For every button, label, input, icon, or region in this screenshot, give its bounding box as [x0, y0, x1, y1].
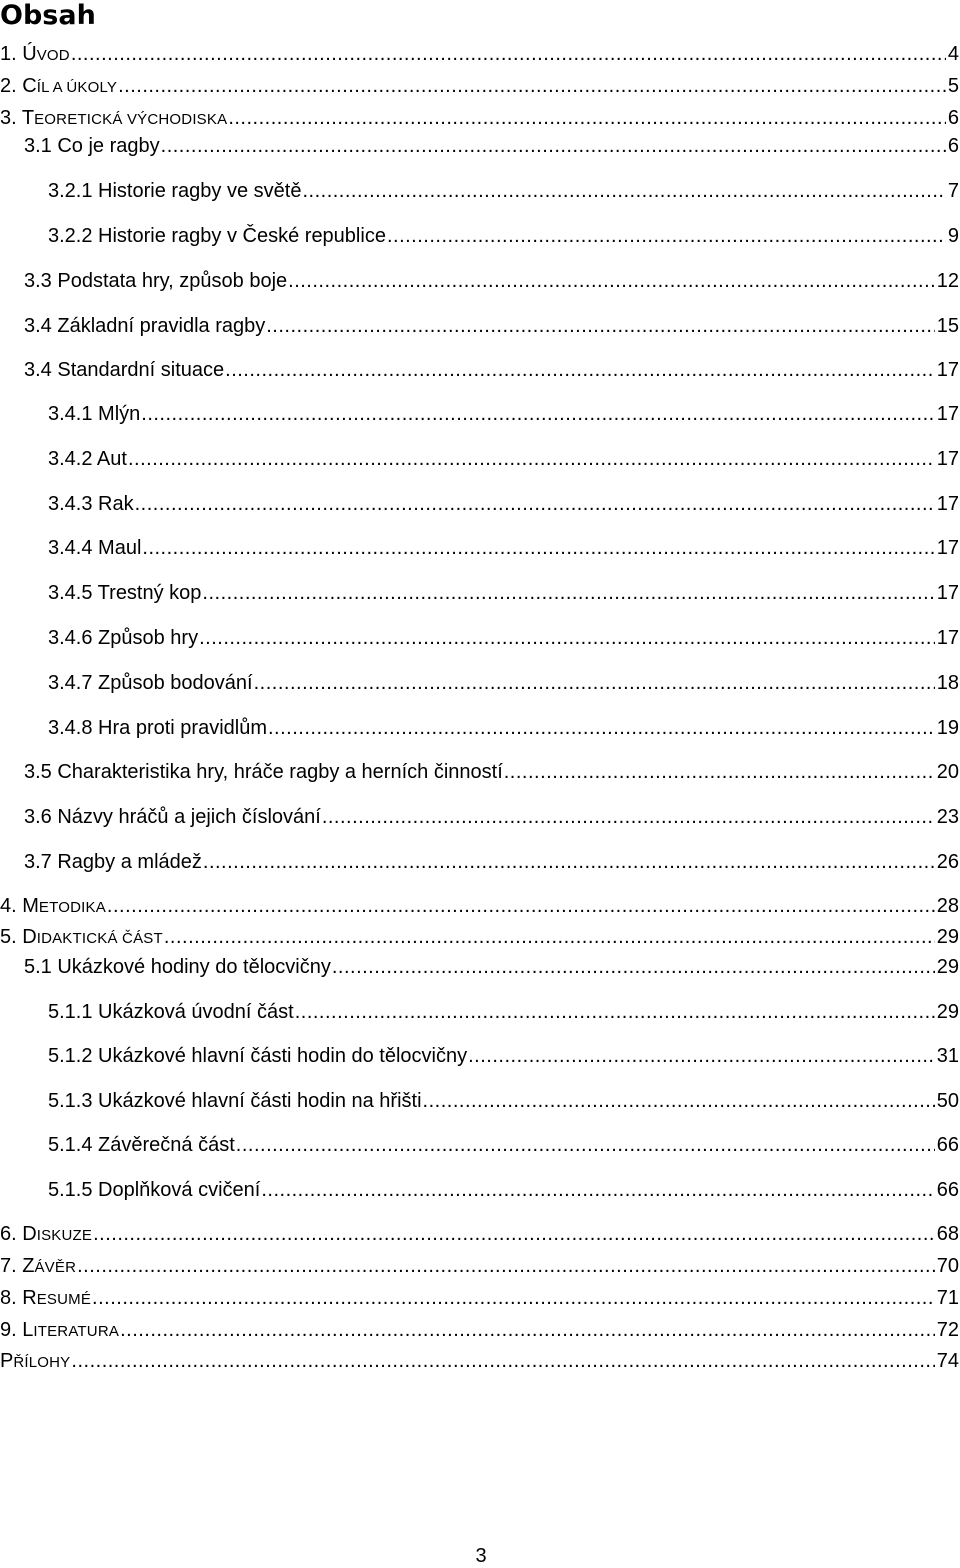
toc-entry-label: 3.4.6 Způsob hry: [48, 627, 199, 649]
toc-entry[interactable]: [24, 849, 959, 875]
toc-dot-leader: [423, 1088, 935, 1114]
toc-entry[interactable]: [48, 535, 959, 561]
toc-entry-label-rest: IDAKTICKÁ ČÁST: [36, 930, 163, 947]
toc-entry-page: 31: [936, 1045, 959, 1067]
toc-entry[interactable]: [0, 1221, 959, 1247]
toc-entry[interactable]: [48, 223, 959, 249]
toc-entry[interactable]: [0, 893, 959, 919]
toc-entry-page: 17: [936, 627, 959, 649]
toc-entry[interactable]: [24, 357, 959, 383]
toc-entry[interactable]: [0, 1285, 959, 1311]
toc-entry-page: 66: [936, 1179, 959, 1201]
toc-entry-page: 6: [947, 107, 959, 129]
toc-dot-leader: [118, 73, 946, 99]
toc-entry-label: 3.4.8 Hra proti pravidlům: [48, 717, 267, 739]
toc-entry[interactable]: [24, 954, 959, 980]
toc-entry-label: 3.2.1 Historie ragby ve světě: [48, 180, 302, 202]
toc-dot-leader: [120, 1317, 935, 1343]
toc-entry-page: 19: [936, 717, 959, 739]
toc-entry-page: 4: [947, 43, 959, 65]
toc-entry-page: 66: [936, 1134, 959, 1156]
toc-entry[interactable]: [48, 715, 959, 741]
toc-dot-leader: [199, 625, 935, 651]
toc-entry[interactable]: [24, 759, 959, 785]
toc-dot-leader: [387, 223, 946, 249]
toc-entry[interactable]: [48, 999, 959, 1025]
toc-entry-page: 28: [936, 895, 959, 917]
toc-dot-leader: [236, 1132, 935, 1158]
toc-entry-label-rest: ŘÍLOHY: [13, 1354, 71, 1371]
toc-entry-label-rest: EORETICKÁ VÝCHODISKA: [34, 111, 228, 128]
toc-entry-page: 15: [936, 315, 959, 337]
toc-entry-label-rest: VOD: [36, 47, 70, 64]
toc-entry-page: 29: [936, 1001, 959, 1023]
toc-entry[interactable]: [24, 313, 959, 339]
toc-dot-leader: [93, 1221, 935, 1247]
toc-entry[interactable]: [48, 491, 959, 517]
toc-entry-page: 17: [936, 359, 959, 381]
toc-entry-label: 3.4.4 Maul: [48, 537, 142, 559]
toc-entry-label-rest: ISKUZE: [36, 1227, 93, 1244]
toc-entry-page: 7: [947, 180, 959, 202]
toc-entry-label: 3.4 Standardní situace: [24, 359, 225, 381]
toc-entry-page: 17: [936, 493, 959, 515]
toc-entry-label: 4. METODIKA: [0, 895, 106, 917]
toc-entry[interactable]: [48, 1132, 959, 1158]
toc-entry[interactable]: [0, 1317, 959, 1343]
toc-entry-page: 74: [936, 1350, 959, 1372]
toc-entry[interactable]: [0, 41, 959, 67]
toc-entry-label: 3.4 Základní pravidla ragby: [24, 315, 266, 337]
toc-entry[interactable]: [0, 1253, 959, 1279]
toc-entry[interactable]: [0, 73, 959, 99]
toc-entry-page: 20: [936, 761, 959, 783]
toc-dot-leader: [71, 41, 946, 67]
toc-dot-leader: [202, 580, 934, 606]
toc-entry[interactable]: [0, 924, 959, 950]
toc-entry[interactable]: [48, 625, 959, 651]
toc-dot-leader: [135, 491, 935, 517]
toc-dot-leader: [161, 133, 946, 159]
toc-heading: Obsah: [0, 0, 96, 31]
toc-dot-leader: [261, 1177, 934, 1203]
toc-dot-leader: [228, 105, 946, 131]
toc-entry-label: 7. ZÁVĚR: [0, 1255, 77, 1277]
toc-entry-label: 3.4.2 Aut: [48, 448, 127, 470]
toc-dot-leader: [128, 446, 935, 472]
toc-entry[interactable]: [48, 580, 959, 606]
toc-dot-leader: [302, 178, 945, 204]
toc-dot-leader: [322, 804, 935, 830]
toc-entry[interactable]: [0, 105, 959, 131]
toc-entry-label: 5. DIDAKTICKÁ ČÁST: [0, 926, 163, 948]
toc-dot-leader: [266, 313, 935, 339]
toc-entry-label: 5.1.4 Závěrečná část: [48, 1134, 235, 1156]
toc-entry-page: 6: [947, 135, 959, 157]
toc-dot-leader: [164, 924, 935, 950]
toc-entry-page: 17: [936, 582, 959, 604]
toc-entry-label: 9. LITERATURA: [0, 1319, 120, 1341]
toc-entry-label: 3.4.5 Trestný kop: [48, 582, 202, 604]
toc-entry[interactable]: [48, 1177, 959, 1203]
toc-entry-label: 3.5 Charakteristika hry, hráče ragby a herních činností: [24, 761, 503, 783]
toc-entry-label: 3.4.7 Způsob bodování: [48, 672, 253, 694]
toc-entry-page: 71: [936, 1287, 959, 1309]
toc-dot-leader: [332, 954, 935, 980]
toc-entry-label: 3.2.2 Historie ragby v České republice: [48, 225, 386, 247]
toc-dot-leader: [295, 999, 935, 1025]
toc-entry-label: 5.1.1 Ukázková úvodní část: [48, 1001, 294, 1023]
toc-entry[interactable]: [0, 1348, 959, 1374]
toc-entry-page: 68: [936, 1223, 959, 1245]
toc-entry-label: 3.7 Ragby a mládež: [24, 851, 202, 873]
toc-entry-page: 18: [936, 672, 959, 694]
toc-entry-label: 6. DISKUZE: [0, 1223, 93, 1245]
toc-entry-page: 17: [936, 448, 959, 470]
toc-entry-page: 72: [936, 1319, 959, 1341]
toc-entry-page: 12: [936, 270, 959, 292]
toc-entry-label: 8. RESUMÉ: [0, 1287, 92, 1309]
toc-entry[interactable]: [24, 804, 959, 830]
toc-dot-leader: [468, 1043, 935, 1069]
toc-entry[interactable]: [48, 1088, 959, 1114]
toc-dot-leader: [203, 849, 935, 875]
toc-entry[interactable]: [24, 133, 959, 159]
toc-entry-page: 29: [936, 926, 959, 948]
toc-entry-label-rest: ETODIKA: [38, 899, 106, 916]
toc-entry-label: 3.1 Co je ragby: [24, 135, 160, 157]
toc-entry-label: 5.1.3 Ukázkové hlavní části hodin na hřišti: [48, 1090, 422, 1112]
toc-dot-leader: [504, 759, 935, 785]
toc-dot-leader: [107, 893, 935, 919]
toc-entry[interactable]: [48, 178, 959, 204]
toc-entry-label: 5.1 Ukázkové hodiny do tělocvičny: [24, 956, 331, 978]
toc-entry-label: 3.4.1 Mlýn: [48, 403, 141, 425]
toc-entry-page: 5: [947, 75, 959, 97]
toc-entry-label: 3.4.3 Rak: [48, 493, 134, 515]
toc-dot-leader: [71, 1348, 934, 1374]
toc-entry-label: 2. CÍL A ÚKOLY: [0, 75, 118, 97]
toc-dot-leader: [142, 535, 934, 561]
toc-dot-leader: [288, 268, 935, 294]
toc-dot-leader: [254, 670, 935, 696]
toc-entry-page: 70: [936, 1255, 959, 1277]
toc-entry-label-rest: ÁVĚR: [34, 1259, 77, 1276]
toc-entry-label: PŘÍLOHY: [0, 1350, 71, 1372]
toc-entry-label-rest: ITERATURA: [33, 1323, 120, 1340]
toc-entry-label-rest: ÍL A ÚKOLY: [36, 79, 118, 96]
toc-entry-label: 3.3 Podstata hry, způsob boje: [24, 270, 288, 292]
toc-entry[interactable]: [24, 268, 959, 294]
toc-dot-leader: [77, 1253, 935, 1279]
toc-entry-page: 23: [936, 806, 959, 828]
toc-entry-page: 29: [936, 956, 959, 978]
toc-entry-label: 5.1.2 Ukázkové hlavní části hodin do tělocvičny: [48, 1045, 468, 1067]
toc-entry[interactable]: [48, 401, 959, 427]
toc-dot-leader: [141, 401, 934, 427]
toc-entry-page: 17: [936, 537, 959, 559]
toc-entry-label: 3.6 Názvy hráčů a jejich číslování: [24, 806, 321, 828]
toc-entry[interactable]: [48, 446, 959, 472]
toc-entry-label: 3. TEORETICKÁ VÝCHODISKA: [0, 107, 228, 129]
toc-entry-page: 17: [936, 403, 959, 425]
toc-entry[interactable]: [48, 1043, 959, 1069]
toc-dot-leader: [225, 357, 935, 383]
toc-dot-leader: [268, 715, 935, 741]
toc-entry-label: 1. ÚVOD: [0, 43, 70, 65]
toc-entry-page: 50: [936, 1090, 959, 1112]
toc-entry-page: 9: [947, 225, 959, 247]
toc-entry-label: 5.1.5 Doplňková cvičení: [48, 1179, 261, 1201]
toc-entry-label-rest: ESUMÉ: [36, 1291, 92, 1308]
toc-entry[interactable]: [48, 670, 959, 696]
toc-dot-leader: [92, 1285, 935, 1311]
page-number: 3: [475, 1545, 487, 1567]
toc-entry-page: 26: [936, 851, 959, 873]
